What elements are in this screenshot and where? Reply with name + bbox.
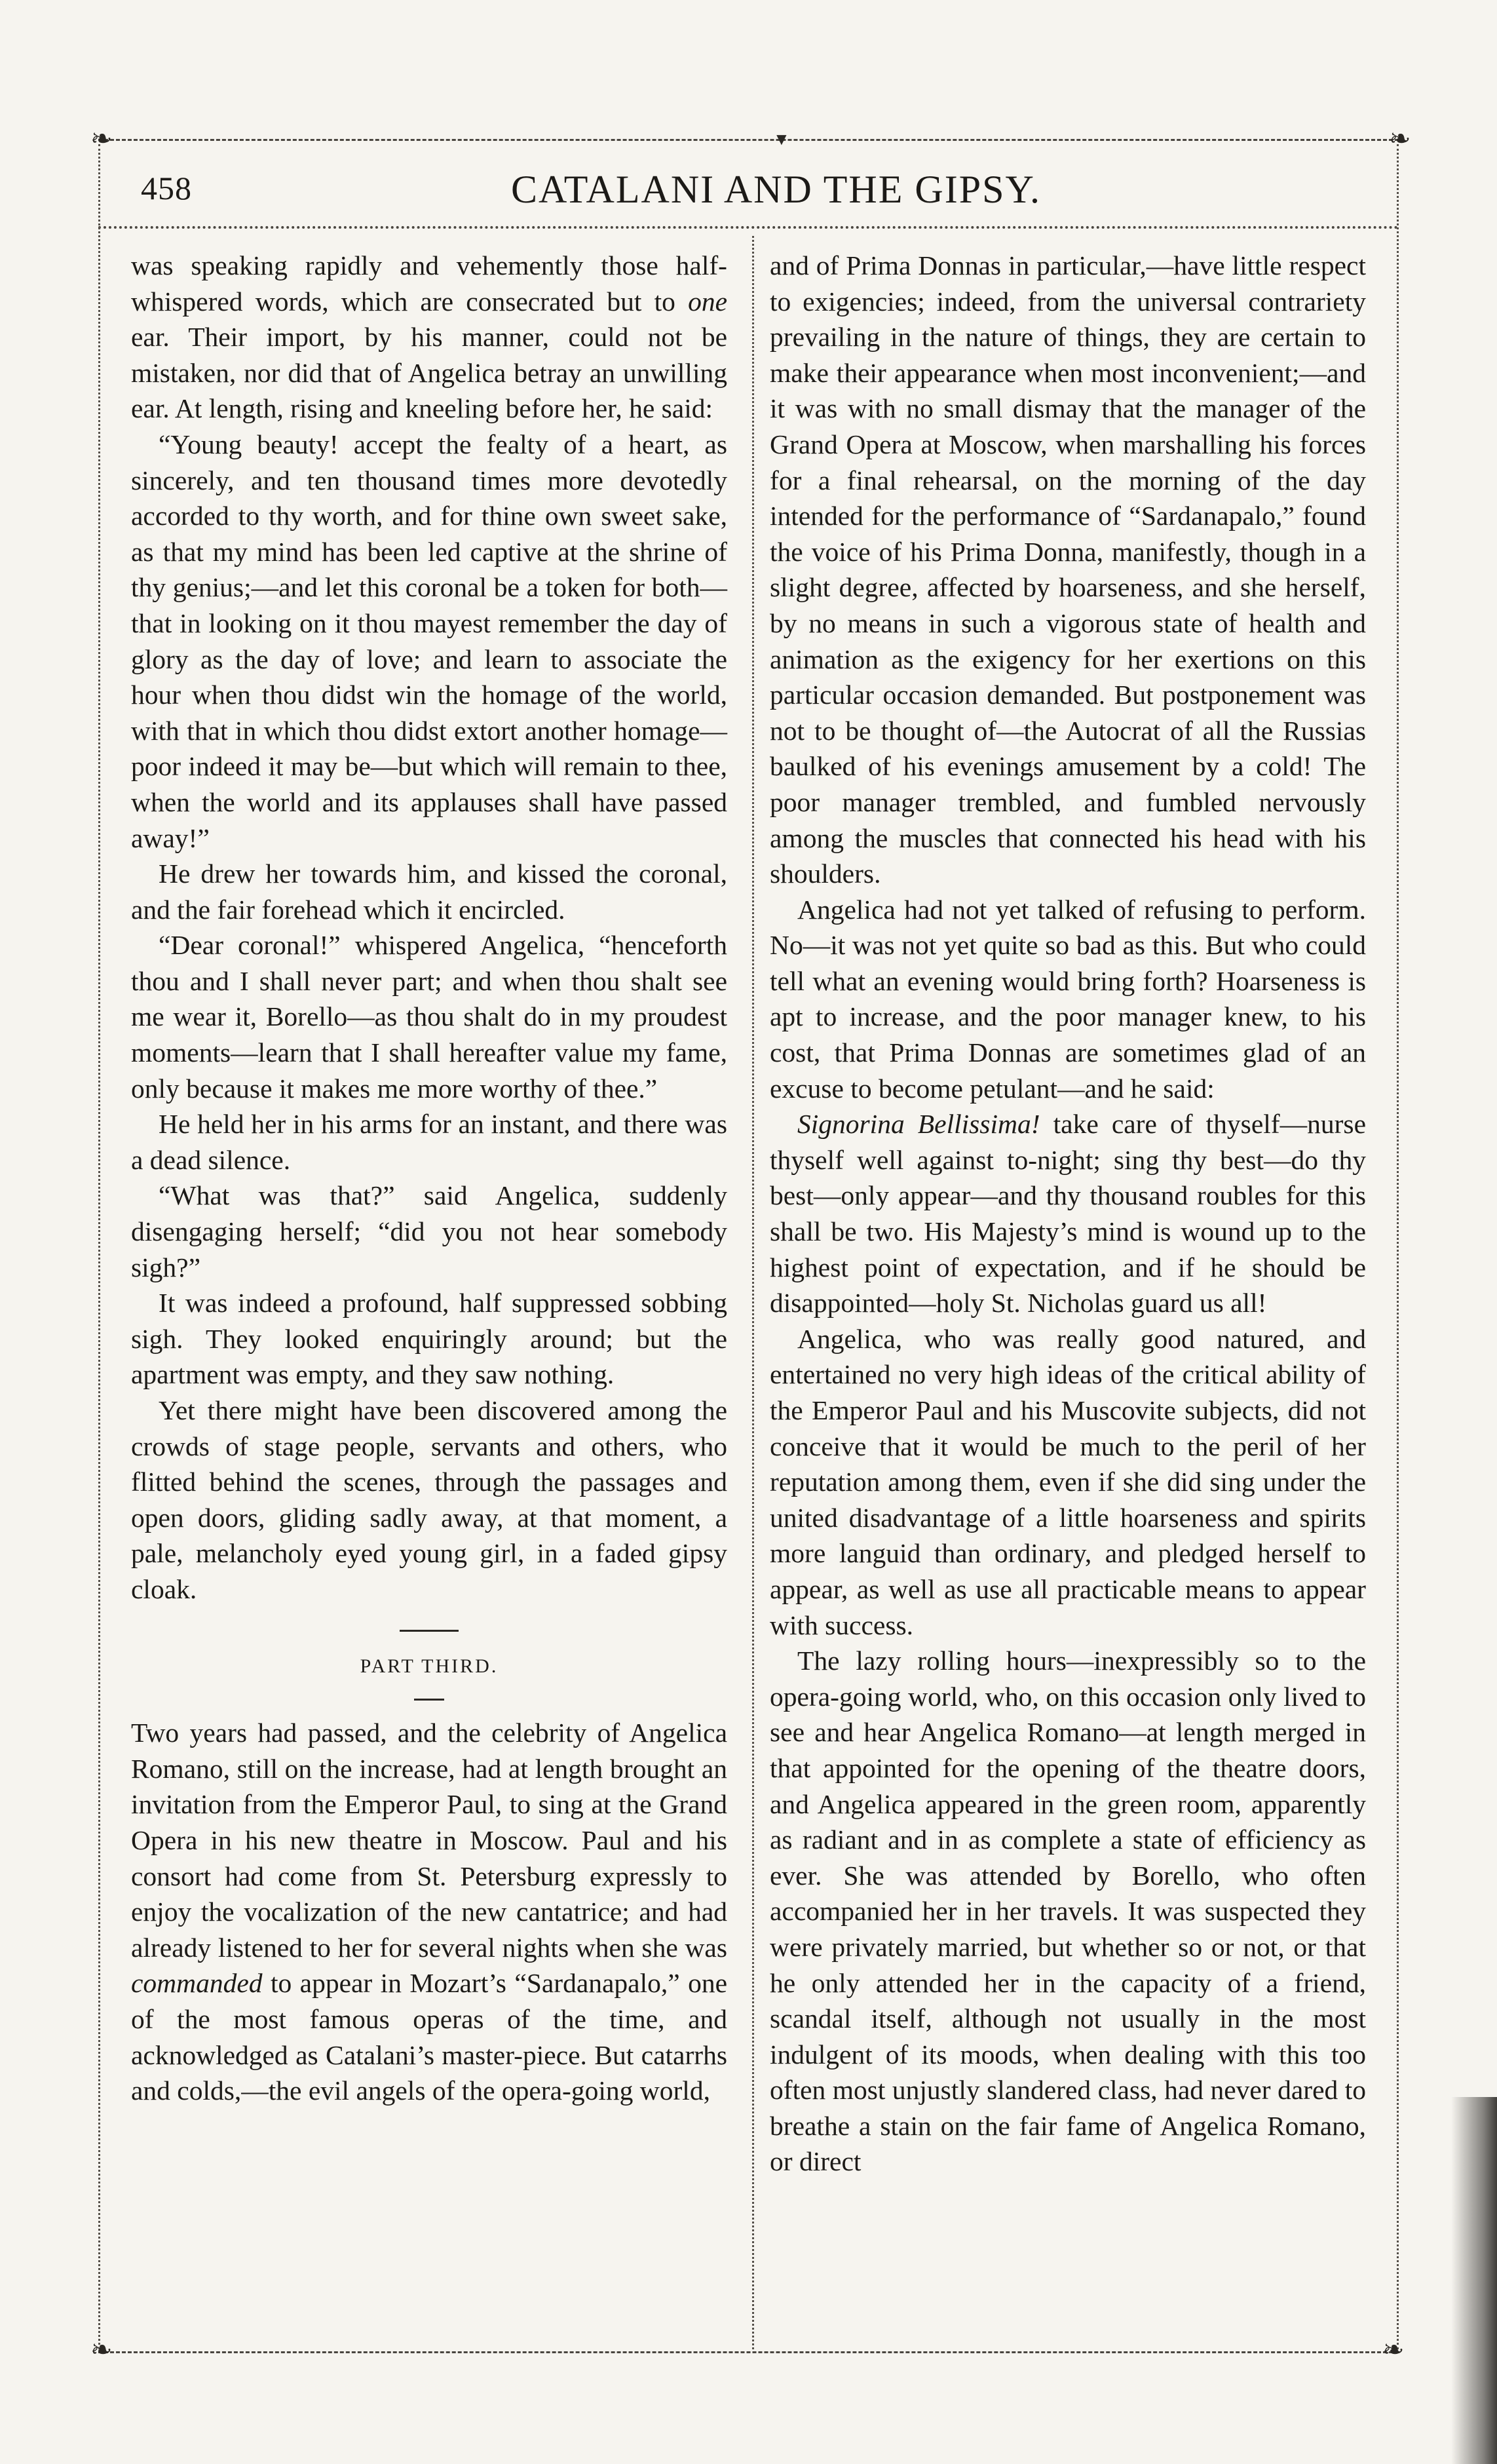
running-title: CATALANI AND THE GIPSY. <box>511 168 1042 211</box>
right-text-column <box>770 248 1366 2180</box>
paragraph: It was indeed a profound, half suppressed sobbing sigh. They looked enquiringly around; but the apartment was empty, and they saw nothing. <box>131 1288 727 1390</box>
paragraph: Angelica had not yet talked of refusing to perform. No—it was not yet quite so bad as this. But who could tell what an evening would bring forth? Hoarseness is apt to increase, and the poor manager knew, to his cost, that Prima Donnas are sometimes glad of an excuse to become petulant—and he said: <box>770 894 1366 1104</box>
corner-ornament-icon: ❧ <box>1382 2335 1405 2364</box>
paragraph: He held her in his arms for an instant, and there was a dead silence. <box>131 1109 727 1175</box>
column-divider-rule <box>752 236 754 2349</box>
paragraph: Two years had passed, and the celebrity of Angelica Romano, still on the increase, had at length brought an invitation from the Emperor Paul, to sing at the Grand Opera in his new theatre in Moscow. Paul and his consort had come from St. Petersburg expressly to enjoy the vocalization of the new cantatrice; and had already listened to her for several nights when she was commanded to appear in Mozart’s “Sardanapalo,” one of the most famous operas of the time, and acknowledged as Catalani’s master-piece. But catarrhs and colds,—the evil angels of the opera-going world, <box>131 1718 727 2106</box>
center-ornament-icon: ▼ <box>773 130 790 149</box>
section-divider <box>414 1699 444 1701</box>
right-border-rule <box>1397 144 1399 2349</box>
paragraph: and of Prima Donnas in particular,—have little respect to exigencies; indeed, from the universal contrariety prevailing in the nature of things, they are certain to make their appearance when most inconvenient;—and it was with no small dismay that the manager of the Grand Opera at Moscow, when marshalling his forces for a final rehearsal, on the morning of the day intended for the performance of “Sardanapalo,” found the voice of his Prima Donna, manifestly, though in a slight degree, affected by hoarseness, and she herself, by no means in such a vigorous state of health and animation as the exigency for her exertions on this particular occasion demanded. But postponement was not to be thought of—the Autocrat of all the Russias baulked of his evenings amusement by a cold! The poor manager trembled, and fumbled nervously among the muscles that connected his head with his shoulders. <box>770 250 1366 889</box>
left-border-rule <box>98 144 100 2349</box>
paragraph: was speaking rapidly and vehemently those half-whispered words, which are consecrated but to one ear. Their import, by his manner, could not be mistaken, nor did that of Angelica betray an unwilling ear. At length, rising and kneeling before her, he said: <box>131 250 727 424</box>
paragraph: Signorina Bellissima! take care of thyself—nurse thyself well against to-night; sing thy best—do thy best—only appear—and thy thousand roubles for this shall be two. His Majesty’s mind is wound up to the highest point of expectation, and if he should be disappointed—holy St. Nicholas guard us all! <box>770 1109 1366 1319</box>
section-divider <box>400 1630 459 1632</box>
header-divider-rule <box>98 226 1399 229</box>
left-text-column <box>131 248 727 2109</box>
paragraph: He drew her towards him, and kissed the coronal, and the fair forehead which it encircled. <box>131 858 727 925</box>
corner-ornament-icon: ❧ <box>90 124 113 153</box>
page-number: 458 <box>141 170 192 206</box>
bottom-border-rule <box>98 2351 1399 2353</box>
corner-ornament-icon: ❧ <box>90 2335 113 2364</box>
corner-ornament-icon: ❧ <box>1389 124 1411 153</box>
paragraph: “Young beauty! accept the fealty of a heart, as sincerely, and ten thousand times more devotedly accorded to thy worth, and for thine own sweet sake, as that my mind has been led captive at the shrine of thy genius;—and let this coronal be a token for both—that in looking on it thou mayest remember the day of glory as the day of love; and learn to associate the hour when thou didst win the homage of the world, with that in which thou didst extort another homage—poor indeed it may be—but which will remain to thee, when the world and its applauses shall have passed away!” <box>131 429 727 853</box>
paragraph: Yet there might have been discovered among the crowds of stage people, servants and others, who flitted behind the scenes, through the passages and open doors, gliding sadly away, at that moment, a pale, melancholy eyed young girl, in a faded gipsy cloak. <box>131 1395 727 1604</box>
top-border-rule <box>98 139 1399 141</box>
paragraph: The lazy rolling hours—inexpressibly so to the opera-going world, who, on this occasion only lived to see and hear Angelica Romano—at length merged in that appointed for the opening of the theatre doors, and Angelica appeared in the green room, apparently as radiant and in as complete a state of efficiency as ever. She was attended by Borello, who often accompanied her in her travels. It was suspected they were privately married, but whether so or not, or that he only attended her in the capacity of a friend, scandal itself, although not usually in the most indulgent of its moods, when dealing with this too often most unjustly slandered class, had never dared to breathe a stain on the fair fame of Angelica Romano, or direct <box>770 1646 1366 2177</box>
page-edge-shadow <box>1451 2097 1497 2464</box>
paragraph: Angelica, who was really good natured, and entertained no very high ideas of the critical ability of the Emperor Paul and his Muscovite subjects, did not conceive that it would be much to the peril of her reputation among them, even if she did sing under the united disadvantage of a little hoarseness and spirits more languid than ordinary, and pledged herself to appear, as well as use all practicable means to appear with success. <box>770 1323 1366 1640</box>
section-heading: PART THIRD. <box>360 1655 499 1677</box>
paragraph: “What was that?” said Angelica, suddenly disengaging herself; “did you not hear somebody sigh?” <box>131 1180 727 1282</box>
paragraph: “Dear coronal!” whispered Angelica, “henceforth thou and I shall never part; and when thou shalt see me wear it, Borello—as thou shalt do in my proudest moments—learn that I shall hereafter value my fame, only because it makes me more worthy of thee.” <box>131 930 727 1104</box>
